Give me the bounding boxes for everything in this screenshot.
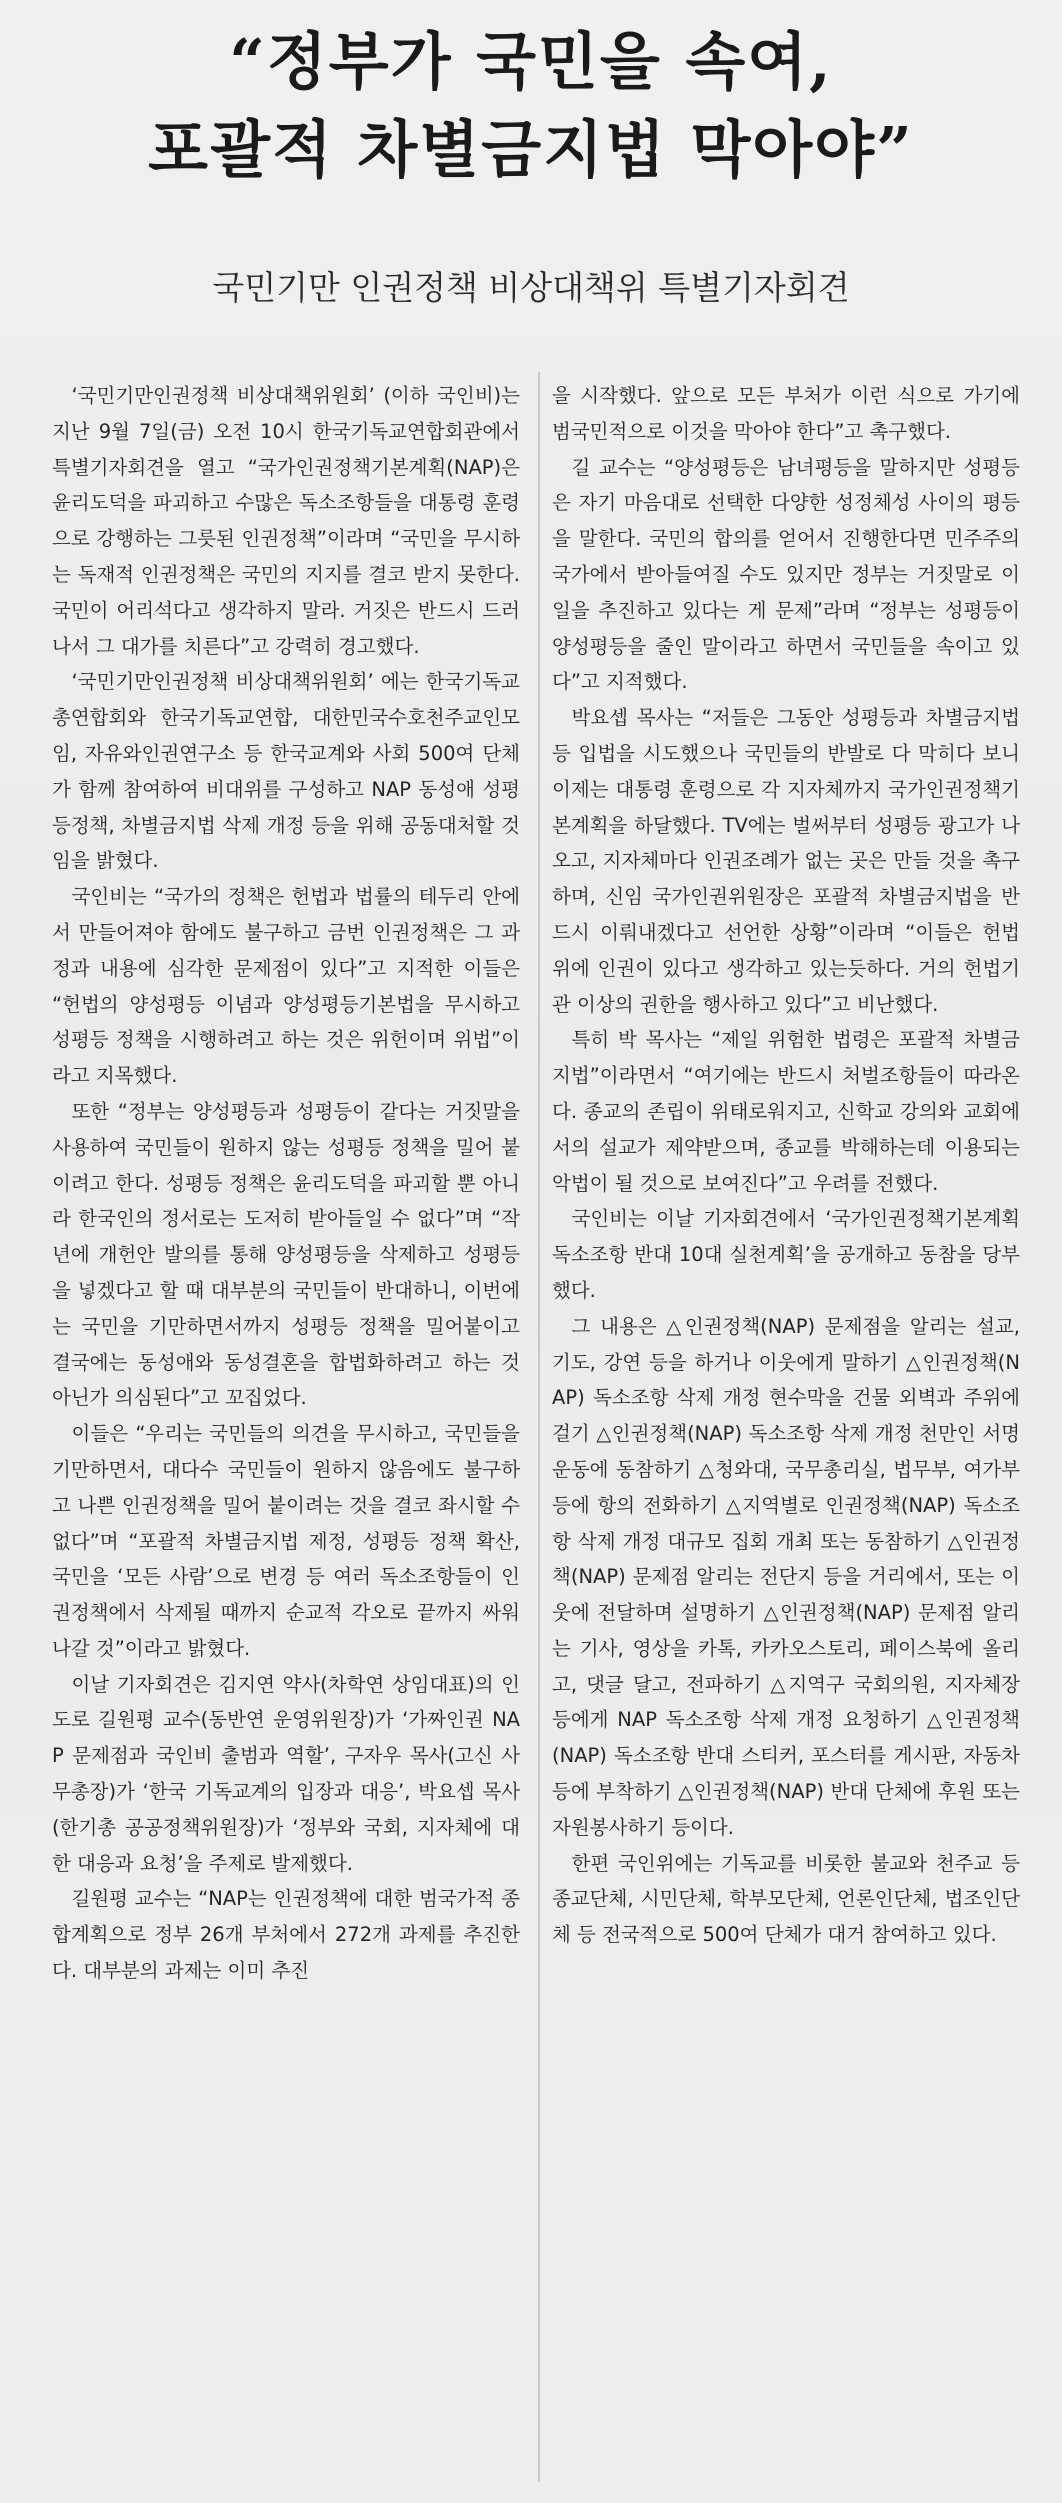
paragraph: 길원평 교수는 “NAP는 인권정책에 대한 범국가적 종합계획으로 정부 26개 부처에서 272개 과제를 추진한다. 대부분의 과제는 이미 추진 [52,1887,520,1983]
paragraph-continued: 을 시작했다. 앞으로 모든 부처가 이런 식으로 가기에 범국민적으로 이것을 막아야 한다”고 촉구했다. [552,384,1020,443]
paragraph: ‘국민기만인권정책 비상대책위원회’ 에는 한국기독교총연합회와 한국기독교연합, 대한민국수호천주교인모임, 자유와인권연구소 등 한국교계와 사회 500여 단체가 함께 참여하여 비대위를 구성하고 NAP 동성애 성평등정책, 차별금지법 삭제 개정 등을 위해 공동대처할 것임을 밝혔다. [52,670,520,873]
paragraph: 또한 “정부는 양성평등과 성평등이 같다는 거짓말을 사용하여 국민들이 원하지 않는 성평등 정책을 밀어 붙이려고 한다. 성평등 정책은 윤리도덕을 파괴할 뿐 아니라 한국인의 정서로는 도저히 받아들일 수 없다”며 “작년에 개헌안 발의를 통해 양성평등을 삭제하고 성평등을 넣겠다고 할 때 대부분의 국민들이 반대하니, 이번에는 국민을 기만하면서까지 성평등 정책을 밀어붙이고 결국에는 동성애와 동성결혼을 합법화하려고 하는 것 아닌가 의심된다”고 꼬집었다. [52,1099,520,1410]
paragraph: 길 교수는 “양성평등은 남녀평등을 말하지만 성평등은 자기 마음대로 선택한 다양한 성정체성 사이의 평등을 말한다. 국민의 합의를 얻어서 진행한다면 민주주의 국가에서 받아들여질 수도 있지만 정부는 거짓말로 이 일을 추진하고 있다는 게 문제”라며 “정부는 성평등이 양성평등을 줄인 말이라고 하면서 국민들을 속이고 있다”고 지적했다. [552,455,1020,694]
paragraph: 국인비는 “국가의 정책은 헌법과 법률의 테두리 안에서 만들어져야 함에도 불구하고 금번 인권정책은 그 과정과 내용에 심각한 문제점이 있다”고 지적한 이들은 “헌법의 양성평등 이념과 양성평등기본법을 무시하고 성평등 정책을 시행하려고 하는 것은 위헌이며 위법”이라고 지목했다. [52,885,520,1088]
headline-line-1: “정부가 국민을 속여, [229,25,833,98]
paragraph: 박요셉 목사는 “저들은 그동안 성평등과 차별금지법 등 입법을 시도했으나 국민들의 반발로 다 막히다 보니 이제는 대통령 훈령으로 각 지자체까지 국가인권정책기본계획을 하달했다. TV에는 벌써부터 성평등 광고가 나오고, 지자체마다 인권조례가 없는 곳은 만들 것을 촉구하며, 신임 국가인권위원장은 포괄적 차별금지법을 반드시 이뤄내겠다고 선언한 상황”이라며 “이들은 헌법 위에 인권이 있다고 생각하고 있는듯하다. 거의 헌법기관 이상의 권한을 행사하고 있다”고 비난했다. [552,706,1020,1016]
headline [0,18,1062,194]
article-column-right [552,378,1020,2488]
paragraph: ‘국민기만인권정책 비상대책위원회’ (이하 국인비)는 지난 9월 7일(금) 오전 10시 한국기독교연합회관에서 특별기자회견을 열고 “국가인권정책기본계획(NAP)은 윤리도덕을 파괴하고 수많은 독소조항들을 대통령 훈령으로 강행하는 그릇된 인권정책”이라며 “국민을 무시하는 독재적 인권정책은 국민의 지지를 결코 받지 못한다. 국민이 어리석다고 생각하지 말라. 거짓은 반드시 드러나서 그 대가를 치른다”고 강력히 경고했다. [52,384,520,658]
paragraph: 이날 기자회견은 김지연 약사(차학연 상임대표)의 인도로 길원평 교수(동반연 운영위원장)가 ‘가짜인권 NAP 문제점과 국인비 출범과 역할’, 구자우 목사(고신 사무총장)가 ‘한국 기독교계의 입장과 대응’, 박요셉 목사(한기총 공공정책위원장)가 ‘정부와 국회, 지자체에 대한 대응과 요청’을 주제로 발제했다. [52,1672,520,1875]
article-column-left [52,378,520,2488]
column-divider [538,372,540,2482]
headline-line-2: 포괄적 차별금지법 막아야” [148,113,914,186]
subheadline: 국민기만 인권정책 비상대책위 특별기자회견 [212,268,850,307]
paragraph: 그 내용은 △인권정책(NAP) 문제점을 알리는 설교, 기도, 강연 등을 하거나 이웃에게 말하기 △인권정책(NAP) 독소조항 삭제 개정 현수막을 건물 외벽과 주위에 걸기 △인권정책(NAP) 독소조항 삭제 개정 천만인 서명운동에 동참하기 △청와대, 국무총리실, 법무부, 여가부 등에 항의 전화하기 △지역별로 인권정책(NAP) 독소조항 삭제 개정 대규모 집회 개최 또는 동참하기 △인권정책(NAP) 문제점 알리는 전단지 등을 거리에서, 또는 이웃에 전달하며 설명하기 △인권정책(NAP) 문제점 알리는 기사, 영상을 카톡, 카카오스토리, 페이스북에 올리고, 댓글 달고, 전파하기 △지역구 국회의원, 지자체장 등에게 NAP 독소조항 삭제 개정 요청하기 △인권정책(NAP) 독소조항 반대 스티커, 포스터를 게시판, 자동차 등에 부착하기 △인권정책(NAP) 반대 단체에 후원 또는 자원봉사하기 등이다. [552,1314,1020,1839]
paragraph: 국인비는 이날 기자회견에서 ‘국가인권정책기본계획 독소조항 반대 10대 실천계획’을 공개하고 동참을 당부했다. [552,1207,1020,1302]
paragraph: 특히 박 목사는 “제일 위험한 법령은 포괄적 차별금지법”이라면서 “여기에는 반드시 처벌조항들이 따라온다. 종교의 존립이 위태로워지고, 신학교 강의와 교회에서의 설교가 제약받으며, 종교를 박해하는데 이용되는 악법이 될 것으로 보여진다”고 우려를 전했다. [552,1028,1020,1195]
paragraph: 한편 국인위에는 기독교를 비롯한 불교와 천주교 등 종교단체, 시민단체, 학부모단체, 언론인단체, 법조인단체 등 전국적으로 500여 단체가 대거 참여하고 있다. [552,1851,1020,1947]
paragraph: 이들은 “우리는 국민들의 의견을 무시하고, 국민들을 기만하면서, 대다수 국민들이 원하지 않음에도 불구하고 나쁜 인권정책을 밀어 붙이려는 것을 결코 좌시할 수 없다”며 “포괄적 차별금지법 제정, 성평등 정책 확산, 국민을 ‘모든 사람’으로 변경 등 여러 독소조항들이 인권정책에서 삭제될 때까지 순교적 각오로 끝까지 싸워나갈 것”이라고 밝혔다. [52,1422,520,1660]
